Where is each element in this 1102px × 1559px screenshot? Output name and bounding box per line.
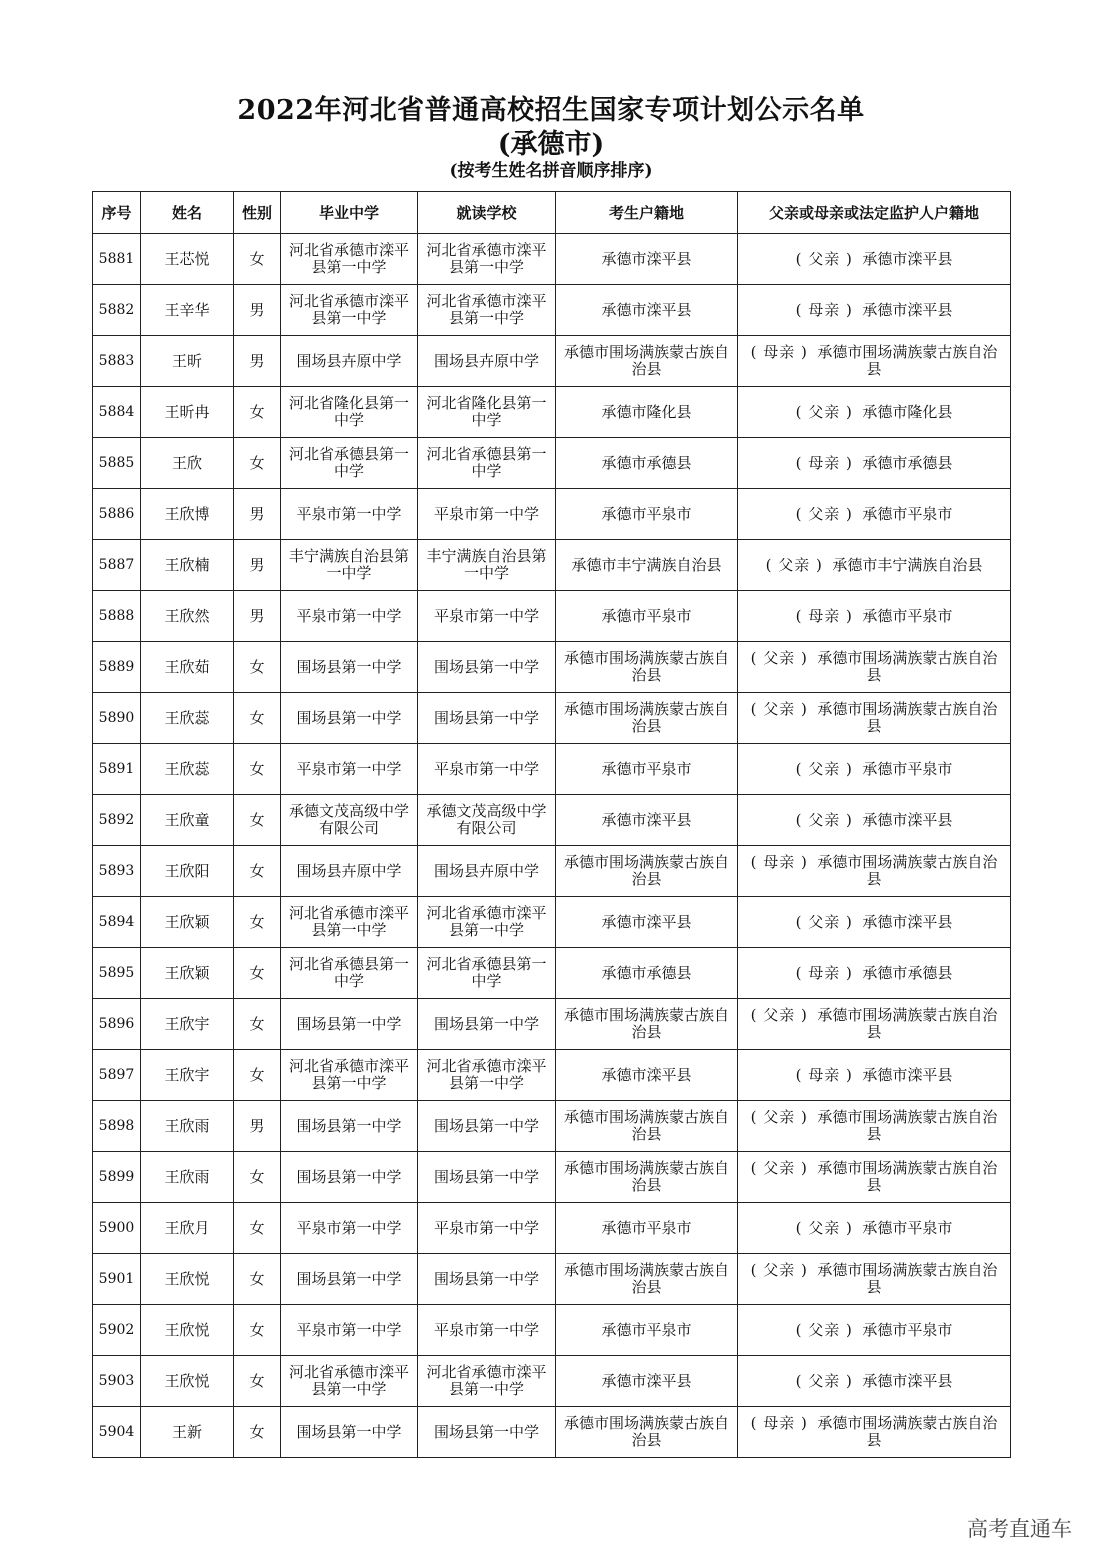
guardian-place: 承德市滦平县 [862,1065,953,1084]
cell-current-school: 平泉市第一中学 [418,591,556,642]
cell-grad-school: 围场县第一中学 [281,642,418,693]
cell-current-school: 河北省承德市滦平县第一中学 [418,1356,556,1407]
cell-seq: 5883 [93,336,141,387]
cell-grad-school: 围场县第一中学 [281,1254,418,1305]
sort-note: (按考生姓名拼音顺序排序) [449,161,653,181]
guardian-relation: ( 母亲 ) [795,963,853,982]
cell-gender: 男 [234,489,281,540]
table-row [93,744,1011,795]
cell-current-school: 平泉市第一中学 [418,1203,556,1254]
table-row [93,948,1011,999]
cell-grad-school: 平泉市第一中学 [281,489,418,540]
guardian-relation: ( 父亲 ) [795,1320,853,1339]
guardian-relation: ( 父亲 ) [795,402,853,421]
cell-name: 王欣雨 [141,1152,234,1203]
cell-hukou: 承德市围场满族蒙古族自治县 [556,1101,738,1152]
guardian-place: 承德市滦平县 [862,249,953,268]
table-row [93,1254,1011,1305]
cell-gender: 女 [234,1305,281,1356]
cell-seq: 5889 [93,642,141,693]
column-header-gender: 性别 [234,192,281,234]
cell-name: 王欣博 [141,489,234,540]
cell-gender: 男 [234,591,281,642]
guardian-relation: ( 母亲 ) [795,1065,853,1084]
cell-gender: 女 [234,744,281,795]
table-row [93,438,1011,489]
table-row [93,795,1011,846]
table-row [93,1305,1011,1356]
cell-grad-school: 围场县卉原中学 [281,846,418,897]
cell-grad-school: 丰宁满族自治县第一中学 [281,540,418,591]
cell-hukou: 承德市平泉市 [556,591,738,642]
cell-name: 王芯悦 [141,234,234,285]
cell-hukou: 承德市滦平县 [556,795,738,846]
cell-guardian-hukou [738,948,1011,999]
cell-name: 王欣阳 [141,846,234,897]
cell-seq: 5897 [93,1050,141,1101]
cell-grad-school: 围场县第一中学 [281,1407,418,1458]
cell-current-school: 围场县第一中学 [418,1254,556,1305]
cell-name: 王欣悦 [141,1254,234,1305]
table-row [93,693,1011,744]
cell-current-school: 围场县第一中学 [418,642,556,693]
cell-guardian-hukou [738,1356,1011,1407]
cell-hukou: 承德市承德县 [556,948,738,999]
cell-seq: 5894 [93,897,141,948]
cell-hukou: 承德市滦平县 [556,897,738,948]
column-header-name: 姓名 [141,192,234,234]
cell-name: 王欣楠 [141,540,234,591]
guardian-place: 承德市围场满族蒙古族自治县 [817,1261,998,1296]
table-row [93,897,1011,948]
guardian-relation: ( 母亲 ) [795,453,853,472]
cell-guardian-hukou [738,1305,1011,1356]
cell-grad-school: 河北省隆化县第一中学 [281,387,418,438]
cell-seq: 5891 [93,744,141,795]
cell-name: 王新 [141,1407,234,1458]
cell-name: 王欣悦 [141,1305,234,1356]
cell-seq: 5893 [93,846,141,897]
cell-current-school: 河北省承德市滦平县第一中学 [418,897,556,948]
guardian-place: 承德市承德县 [862,963,953,982]
cell-gender: 女 [234,1254,281,1305]
cell-guardian-hukou [738,744,1011,795]
cell-name: 王欣 [141,438,234,489]
cell-hukou: 承德市滦平县 [556,234,738,285]
guardian-place: 承德市承德县 [862,453,953,472]
cell-grad-school: 平泉市第一中学 [281,1305,418,1356]
guardian-relation: ( 父亲 ) [795,912,853,931]
guardian-relation: ( 父亲 ) [750,1108,808,1126]
cell-grad-school: 河北省承德市滦平县第一中学 [281,234,418,285]
cell-seq: 5885 [93,438,141,489]
table-row [93,591,1011,642]
guardian-place: 承德市围场满族蒙古族自治县 [817,1414,998,1449]
guardian-relation: ( 父亲 ) [795,759,853,778]
cell-seq: 5898 [93,1101,141,1152]
guardian-relation: ( 父亲 ) [750,1159,808,1177]
cell-gender: 男 [234,1101,281,1152]
cell-gender: 女 [234,846,281,897]
cell-grad-school: 承德文茂高级中学有限公司 [281,795,418,846]
cell-gender: 女 [234,387,281,438]
cell-current-school: 围场县第一中学 [418,1101,556,1152]
cell-hukou: 承德市平泉市 [556,744,738,795]
cell-hukou: 承德市隆化县 [556,387,738,438]
cell-gender: 女 [234,438,281,489]
cell-guardian-hukou [738,591,1011,642]
cell-guardian-hukou [738,1101,1011,1152]
guardian-relation: ( 父亲 ) [795,1371,853,1390]
guardian-place: 承德市平泉市 [862,1320,953,1339]
cell-name: 王欣月 [141,1203,234,1254]
cell-gender: 男 [234,336,281,387]
cell-seq: 5881 [93,234,141,285]
cell-guardian-hukou [738,642,1011,693]
guardian-place: 承德市滦平县 [862,300,953,319]
cell-seq: 5899 [93,1152,141,1203]
cell-guardian-hukou [738,234,1011,285]
cell-grad-school: 围场县第一中学 [281,693,418,744]
cell-grad-school: 围场县第一中学 [281,1101,418,1152]
guardian-place: 承德市围场满族蒙古族自治县 [817,1006,998,1041]
guardian-place: 承德市围场满族蒙古族自治县 [817,343,998,378]
cell-hukou: 承德市滦平县 [556,1050,738,1101]
guardian-relation: ( 父亲 ) [795,1218,853,1237]
guardian-relation: ( 父亲 ) [750,1006,808,1024]
guardian-relation: ( 父亲 ) [765,555,823,574]
cell-grad-school: 围场县第一中学 [281,999,418,1050]
cell-name: 王欣悦 [141,1356,234,1407]
cell-hukou: 承德市围场满族蒙古族自治县 [556,999,738,1050]
cell-name: 王欣然 [141,591,234,642]
cell-grad-school: 平泉市第一中学 [281,591,418,642]
table-row [93,540,1011,591]
cell-current-school: 围场县卉原中学 [418,846,556,897]
cell-seq: 5884 [93,387,141,438]
cell-hukou: 承德市平泉市 [556,1203,738,1254]
table-row [93,642,1011,693]
cell-hukou: 承德市围场满族蒙古族自治县 [556,336,738,387]
cell-grad-school: 河北省承德县第一中学 [281,438,418,489]
cell-guardian-hukou [738,336,1011,387]
roster-body [93,234,1011,1458]
cell-current-school: 围场县第一中学 [418,1407,556,1458]
guardian-relation: ( 母亲 ) [750,853,808,871]
table-row [93,1152,1011,1203]
cell-guardian-hukou [738,999,1011,1050]
cell-current-school: 围场县第一中学 [418,1152,556,1203]
guardian-place: 承德市平泉市 [862,759,953,778]
cell-hukou: 承德市滦平县 [556,1356,738,1407]
cell-name: 王欣蕊 [141,693,234,744]
column-header-hukou: 考生户籍地 [556,192,738,234]
cell-guardian-hukou [738,1203,1011,1254]
cell-seq: 5895 [93,948,141,999]
guardian-place: 承德市围场满族蒙古族自治县 [817,649,998,684]
guardian-relation: ( 母亲 ) [795,300,853,319]
table-row [93,1203,1011,1254]
cell-grad-school: 平泉市第一中学 [281,744,418,795]
cell-gender: 女 [234,999,281,1050]
cell-hukou: 承德市滦平县 [556,285,738,336]
cell-gender: 女 [234,1407,281,1458]
cell-hukou: 承德市平泉市 [556,1305,738,1356]
guardian-relation: ( 父亲 ) [750,1261,808,1279]
guardian-place: 承德市围场满族蒙古族自治县 [817,1108,998,1143]
cell-gender: 女 [234,1203,281,1254]
guardian-relation: ( 母亲 ) [795,606,853,625]
guardian-place: 承德市平泉市 [862,606,953,625]
cell-current-school: 围场县第一中学 [418,999,556,1050]
cell-grad-school: 河北省承德县第一中学 [281,948,418,999]
cell-name: 王欣茹 [141,642,234,693]
cell-seq: 5890 [93,693,141,744]
cell-name: 王欣宇 [141,1050,234,1101]
cell-guardian-hukou [738,897,1011,948]
cell-current-school: 河北省承德市滦平县第一中学 [418,234,556,285]
cell-gender: 男 [234,540,281,591]
cell-gender: 男 [234,285,281,336]
cell-guardian-hukou [738,489,1011,540]
cell-hukou: 承德市围场满族蒙古族自治县 [556,1407,738,1458]
cell-gender: 女 [234,1356,281,1407]
cell-grad-school: 河北省承德市滦平县第一中学 [281,1050,418,1101]
table-row [93,1101,1011,1152]
cell-grad-school: 围场县第一中学 [281,1152,418,1203]
cell-name: 王欣宇 [141,999,234,1050]
cell-guardian-hukou [738,1050,1011,1101]
cell-name: 王欣蕊 [141,744,234,795]
table-row [93,999,1011,1050]
cell-guardian-hukou [738,795,1011,846]
cell-hukou: 承德市承德县 [556,438,738,489]
cell-seq: 5902 [93,1305,141,1356]
guardian-place: 承德市滦平县 [862,1371,953,1390]
cell-current-school: 河北省承德市滦平县第一中学 [418,1050,556,1101]
cell-name: 王欣童 [141,795,234,846]
guardian-place: 承德市围场满族蒙古族自治县 [817,853,998,888]
column-header-seq: 序号 [93,192,141,234]
guardian-relation: ( 父亲 ) [750,649,808,667]
cell-current-school: 丰宁满族自治县第一中学 [418,540,556,591]
cell-guardian-hukou [738,1407,1011,1458]
cell-current-school: 河北省承德县第一中学 [418,948,556,999]
cell-gender: 女 [234,642,281,693]
cell-grad-school: 平泉市第一中学 [281,1203,418,1254]
cell-guardian-hukou [738,540,1011,591]
cell-grad-school: 河北省承德市滦平县第一中学 [281,285,418,336]
cell-name: 王欣颖 [141,897,234,948]
table-row [93,1356,1011,1407]
cell-hukou: 承德市围场满族蒙古族自治县 [556,1152,738,1203]
guardian-place: 承德市滦平县 [862,912,953,931]
guardian-place: 承德市围场满族蒙古族自治县 [817,700,998,735]
guardian-relation: ( 父亲 ) [795,810,853,829]
cell-hukou: 承德市围场满族蒙古族自治县 [556,642,738,693]
cell-guardian-hukou [738,285,1011,336]
cell-guardian-hukou [738,387,1011,438]
cell-seq: 5903 [93,1356,141,1407]
guardian-place: 承德市滦平县 [862,810,953,829]
cell-grad-school: 围场县卉原中学 [281,336,418,387]
cell-hukou: 承德市丰宁满族自治县 [556,540,738,591]
guardian-place: 承德市丰宁满族自治县 [832,555,983,574]
page-subtitle: (承德市) [497,129,605,160]
guardian-relation: ( 父亲 ) [795,249,853,268]
cell-gender: 女 [234,693,281,744]
cell-gender: 女 [234,795,281,846]
guardian-relation: ( 母亲 ) [750,343,808,361]
cell-seq: 5901 [93,1254,141,1305]
cell-guardian-hukou [738,1254,1011,1305]
watermark: 高考直通车 [967,1517,1072,1541]
cell-guardian-hukou [738,846,1011,897]
cell-seq: 5904 [93,1407,141,1458]
table-row [93,489,1011,540]
column-header-guardian-hukou: 父亲或母亲或法定监护人户籍地 [738,192,1011,234]
cell-seq: 5900 [93,1203,141,1254]
cell-guardian-hukou [738,1152,1011,1203]
table-row [93,285,1011,336]
cell-current-school: 承德文茂高级中学有限公司 [418,795,556,846]
cell-name: 王欣颖 [141,948,234,999]
guardian-place: 承德市平泉市 [862,1218,953,1237]
guardian-place: 承德市平泉市 [862,504,953,523]
guardian-relation: ( 父亲 ) [795,504,853,523]
header-row [93,192,1011,234]
cell-name: 王昕 [141,336,234,387]
cell-gender: 女 [234,948,281,999]
cell-current-school: 围场县卉原中学 [418,336,556,387]
cell-current-school: 平泉市第一中学 [418,1305,556,1356]
cell-current-school: 河北省承德市滦平县第一中学 [418,285,556,336]
cell-hukou: 承德市围场满族蒙古族自治县 [556,1254,738,1305]
cell-seq: 5896 [93,999,141,1050]
cell-seq: 5882 [93,285,141,336]
cell-current-school: 围场县第一中学 [418,693,556,744]
table-row [93,234,1011,285]
cell-current-school: 河北省隆化县第一中学 [418,387,556,438]
cell-current-school: 平泉市第一中学 [418,489,556,540]
cell-grad-school: 河北省承德市滦平县第一中学 [281,1356,418,1407]
cell-guardian-hukou [738,693,1011,744]
cell-gender: 女 [234,234,281,285]
guardian-relation: ( 父亲 ) [750,700,808,718]
cell-current-school: 河北省承德县第一中学 [418,438,556,489]
cell-gender: 女 [234,1050,281,1101]
cell-grad-school: 河北省承德市滦平县第一中学 [281,897,418,948]
guardian-place: 承德市隆化县 [862,402,953,421]
table-row [93,1407,1011,1458]
cell-seq: 5887 [93,540,141,591]
cell-hukou: 承德市平泉市 [556,489,738,540]
cell-current-school: 平泉市第一中学 [418,744,556,795]
table-row [93,387,1011,438]
cell-name: 王欣雨 [141,1101,234,1152]
cell-gender: 女 [234,897,281,948]
guardian-relation: ( 母亲 ) [750,1414,808,1432]
cell-guardian-hukou [738,438,1011,489]
column-header-grad-school: 毕业中学 [281,192,418,234]
cell-seq: 5886 [93,489,141,540]
cell-name: 王昕冉 [141,387,234,438]
cell-seq: 5892 [93,795,141,846]
table-row [93,336,1011,387]
page-title: 2022年河北省普通高校招生国家专项计划公示名单 [237,95,865,126]
cell-name: 王辛华 [141,285,234,336]
guardian-place: 承德市围场满族蒙古族自治县 [817,1159,998,1194]
cell-hukou: 承德市围场满族蒙古族自治县 [556,846,738,897]
cell-hukou: 承德市围场满族蒙古族自治县 [556,693,738,744]
table-row [93,846,1011,897]
cell-seq: 5888 [93,591,141,642]
roster-table [92,191,1011,1458]
table-row [93,1050,1011,1101]
column-header-current-school: 就读学校 [418,192,556,234]
cell-gender: 女 [234,1152,281,1203]
